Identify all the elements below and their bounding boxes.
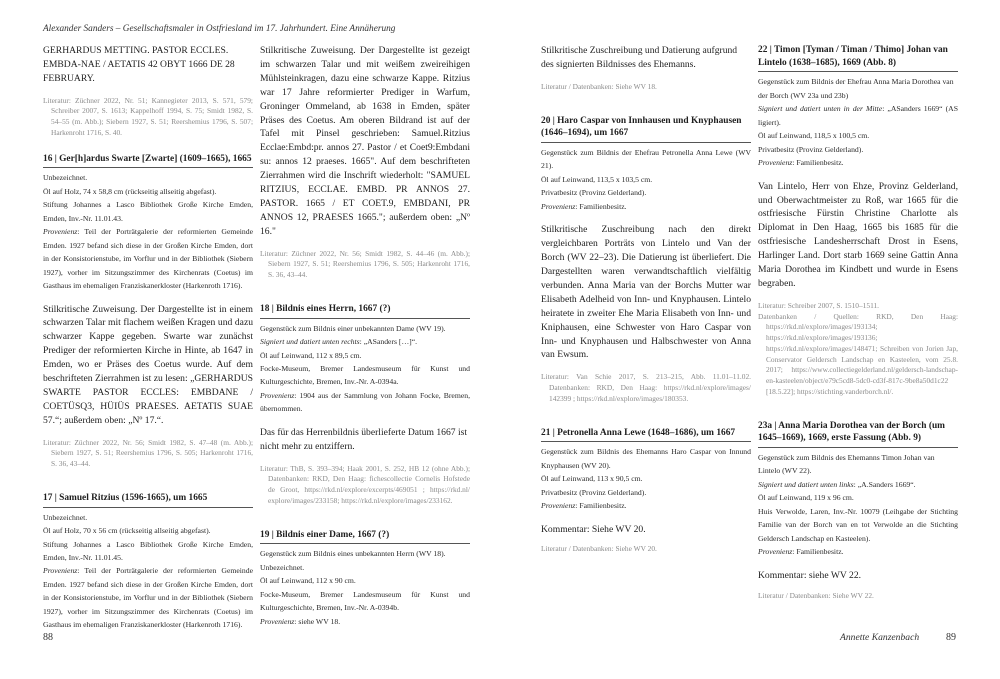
provenance-text: : Familienbesitz. xyxy=(575,201,627,211)
entry-details-22 xyxy=(758,75,958,169)
entry-signature xyxy=(758,478,958,491)
entry-signature xyxy=(758,102,958,129)
signature-label: Signiert und datiert unten in der Mitte xyxy=(758,104,883,114)
provenance-text: : Familienbesitz. xyxy=(575,501,627,511)
signature-label: Signiert und datiert unten rechts xyxy=(260,337,360,347)
literature-note: Literatur: Schreiber 2007, S. 1510–1511. xyxy=(758,300,880,310)
entry-title-23a: 23a | Anna Maria Dorothea van der Borch (um 1645–1669), 1669, erste Fassung (Abb. 9) xyxy=(758,420,958,448)
entry-title-16: 16 | Ger[h]ardus Swarte [Zwarte] (1609–1665), 1665 xyxy=(43,153,253,169)
entry-line: Öl auf Leinwand, 113 x 90,5 cm. xyxy=(541,474,643,484)
provenance-label: Provenienz xyxy=(758,158,793,168)
entry-provenance xyxy=(758,545,958,558)
entry-line: Unbezeichnet. xyxy=(43,512,88,522)
entry-details-17 xyxy=(43,511,253,632)
entry-line: Öl auf Leinwand, 112 x 90 cm. xyxy=(260,576,356,586)
literature-note: Literatur / Datenbanken: Siehe WV 20. xyxy=(541,544,657,554)
right-page-column-2 xyxy=(758,44,958,611)
entry-line: Focke-Museum, Bremer Landesmuseum für Kunst und Kulturgeschichte, Bremen, Inv.-Nr. A-0394a. xyxy=(260,363,470,387)
commentary-text: Stilkritische Zuschreibung nach den direkt vergleichbaren Porträts von Lintelo und Van der Borch (WV 22–23). Die Datierung ist überliefert. Die Dargestellten waren verwandtschaftlich vielfältig verbunden. Anna Maria van der Borchs Mutter war Elisabeth Adelheid von Inn- und Knyphausen. Lintelo heiratete in zweiter Ehe Maria Elisabeth von Inn- und Kniphausen, eine Schwester von Haro Caspar von Inn- und Knyphausen und Halbschwester von Anna van Ewsum. xyxy=(541,224,751,361)
commentary-text: Stilkritische Zuweisung. Der Dargestellte ist gezeigt im schwarzen Talar und mit weißem zweireihigen Mühlsteinkragen, dazu eine schwarze Kappe. Ritzius war 17 Jahre reformierter Prediger in Warfum, Groninger Ommeland, ab 1638 in Emden, später Präses des Coetus. Am oberen Bildrand ist auf der Tafel mit Pinsel geschrieben: Samuel.Ritzius Ecclae:Embd:pr. annos 27. Pastor / et Coet9:Embdani su: annos 12 praeses. 1665". Auf dem beschrifteten Zierrahmen wird die Inschrift wiederholt: "SAMUEL RITZIUS, ECCLAE. EMBD. PR ANNOS 27. PASTOR. 1665 / ET COET.9, EMBDANI, PR ANNOS 12, PRAESES 1665."; außerdem oben: „Nº 16." xyxy=(260,45,470,237)
entry-line: Öl auf Leinwand, 119 x 96 cm. xyxy=(758,493,854,503)
entry-title-22: 22 | Timon [Tyman / Timan / Thimo] Johan van Lintelo (1638–1685), 1669 (Abb. 8) xyxy=(758,44,958,72)
entry-line: Gegenstück zum Bildnis eines unbekannten Herrn (WV 18). xyxy=(260,549,446,559)
entry-provenance xyxy=(260,615,470,628)
entry-line: Gegenstück zum Bildnis einer unbekannten Dame (WV 19). xyxy=(260,323,446,333)
entry-title-21: 21 | Petronella Anna Lewe (1648–1686), um 1667 xyxy=(541,427,751,443)
left-page-column-2 xyxy=(260,44,470,638)
entry-title-18: 18 | Bildnis eines Herrn, 1667 (?) xyxy=(260,303,470,319)
entry-line: Öl auf Holz, 74 x 58,8 cm (rückseitig allseitig abgefast). xyxy=(43,186,217,196)
entry-details-23a xyxy=(758,451,958,559)
entry-details-20 xyxy=(541,146,751,213)
provenance-text: : Teil der Porträtgalerie der reformierten Gemeinde Emden. 1927 befand sich diese in der Großen Kirche Emden, dort in der Konsistorienstube, im Vorflur und in der Bibliothek (Siebern 1927), vorher im Sitzungszimmer des Kirchenrats (Coetus) im Gasthaus im ehemaligen Franziskanerkloster (Harkenroth 1716). xyxy=(43,566,253,630)
literature-note: Literatur / Datenbanken: Siehe WV 22. xyxy=(758,590,874,600)
provenance-text: : Teil der Porträtgalerie der reformierten Gemeinde Emden. 1927 befand sich diese in der Großen Kirche Emden, dort in der Konsistorienstube, im Vorflur und in der Bibliothek (Siebern 1927), vorher im Sitzungszimmer des Kirchenrats (Coetus) im Gasthaus im ehemaligen Franziskanerkloster (Harkenroth 1716). xyxy=(43,227,253,291)
commentary-text: Stilkritische Zuschreibung und Datierung aufgrund des signierten Bildnisses des Ehemanns. xyxy=(541,45,738,70)
entry-line: Huis Verwolde, Laren, Inv.-Nr. 10079 (Leihgabe der Stichting Familie van der Borch van en tot Verwolde an die Stichting Geldersch Landschap en Kasteelen). xyxy=(758,506,958,543)
entry-provenance xyxy=(541,499,751,512)
entry-provenance xyxy=(43,225,253,292)
database-note: Datenbanken / Quellen: RKD, Den Haag: https://rkd.nl/explore/images/193134; https://rkd.nl/explore/images/193136; https://rkd.nl/explore/images/148471; Schreiben von Jorien Jap, Conservator Geldersch Landschap en Kasteelen, vom 25.8. 2017; https://www.collectiegelderland.nl/geldersch-landschap-en-kasteelen/object/e79c5cd8-5dc0-cd3f-817c-9be8a50d1c22 [18.5.22]; https://stichting.vanderborch.nl/. xyxy=(758,311,958,396)
entry-details-19 xyxy=(260,547,470,628)
entry-line: Privatbesitz (Provinz Gelderland). xyxy=(541,188,647,198)
entry-line: Unbezeichnet. xyxy=(260,562,305,572)
literature-note: Literatur: Züchner 2022, Nr. 56; Smidt 1982, S. 47–48 (m. Abb.); Siebern 1927, S. 51; Reershemius 1796, S. 505; Harkenroht 1716, S. 36, 43–44. xyxy=(43,437,253,469)
provenance-label: Provenienz xyxy=(541,201,576,211)
entry-line: Gegenstück zum Bildnis des Ehemanns Timon Johan van Lintelo (WV 22). xyxy=(758,452,935,476)
provenance-label: Provenienz xyxy=(260,616,295,626)
literature-note: Literatur: Züchner 2022, Nr. 51; Kannegieter 2013, S. 571, 579; Schreiber 2007, S. 1613; Kappelhoff 1994, S. 75; Smidt 1982, S. 54–55 (m. Abb.); Siebern 1927, S. 51; Reershemius 1796, S. 507; Harkenroht 1716, S. 40. xyxy=(43,95,253,137)
signature-text: : „ASanders […]“. xyxy=(359,337,418,347)
entry-title-17: 17 | Samuel Ritzius (1596-1665), um 1665 xyxy=(43,492,253,508)
entry-line: Gegenstück zum Bildnis des Ehemanns Haro Caspar von Innund Knyphausen (WV 20). xyxy=(541,447,751,470)
entry-line: Privatbesitz (Provinz Gelderland). xyxy=(541,487,647,497)
commentary-text: Stilkritische Zuweisung. Der Dargestellte ist in einem schwarzen Talar mit flachem weißen Kragen und dazu schwarzer Kappe gegeben. Swarte war zunächst Prediger der reformierten Kirche in Hinte, ab 1647 in Emden, wo er Präses des Coetus wurde. Auf dem beschrifteten Zierrahmen ist zu lesen: „GERHARDUS SWARTE PASTOR ECCLES: EMBDANE / COETÜSQ3, HÜIÜS PRAESES. AETATIS SUAE 57.“; außerdem oben: „Nº 17.“. xyxy=(43,303,253,426)
entry-signature xyxy=(260,335,470,348)
entry-line: Stiftung Johannes a Lasco Bibliothek Große Kirche Emden, Emden, Inv.-Nr. 11.01.45. xyxy=(43,539,253,563)
entry-details-16 xyxy=(43,171,253,292)
entry-details-18 xyxy=(260,322,470,416)
entry-line: Öl auf Leinwand, 118,5 x 100,5 cm. xyxy=(758,131,870,141)
right-page-column-1 xyxy=(541,44,751,565)
literature-note: Literatur: ThB, S. 393–394; Haak 2001, S. 252, HB 12 (ohne Abb.); Datenbanken: RKD, Den Haag: fichescollectie Cornelis Hofstede de Groot, https://rkd.nl/explore/excerpts/469051 ; https://rkd.nl/ explore/images/233158; https://rkd.nl/explore/images/233162. xyxy=(260,463,470,505)
page-number-right: 89 xyxy=(946,632,956,643)
entry-line: Öl auf Leinwand, 113,5 x 103,5 cm. xyxy=(541,174,653,184)
entry-line: Unbezeichnet. xyxy=(43,173,88,183)
inscription-text: GERHARDUS METTING. PASTOR ECCLES. EMBDA-NAE / AETATIS 42 OBYT 1666 DE 28 FEBRUARY. xyxy=(43,45,235,84)
literature-note: Literatur / Datenbanken: Siehe WV 18. xyxy=(541,81,657,91)
entry-line: Stiftung Johannes a Lasco Bibliothek Große Kirche Emden, Emden, Inv.-Nr. 11.01.43. xyxy=(43,200,253,223)
provenance-label: Provenienz xyxy=(43,227,78,237)
commentary-text: Van Lintelo, Herr von Ehze, Provinz Gelderland, und Oberwachtmeister zu Roß, war 1665 für die ostfriesische Fürstin Christine Charlotte als Diplomat in Den Haag, 1665 bis 1685 für die ostfriesische Landesherrschaft Drost in Esens, Harlinger Land. Dort starb 1669 seine Gattin Anna Maria Dorothea im Kindbett und wurde in Esens begraben. xyxy=(758,180,958,289)
entry-provenance xyxy=(541,200,751,213)
provenance-text: : 1904 aus der Sammlung von Johann Focke, Bremen, übernommen. xyxy=(260,390,470,414)
author-name: Annette Kanzenbach xyxy=(840,632,920,643)
signature-text: : „A.Sanders 1669“. xyxy=(853,479,916,489)
running-head: Alexander Sanders – Gesellschaftsmaler in Ostfriesland im 17. Jahrhundert. Eine Annäherung xyxy=(43,24,396,34)
entry-provenance xyxy=(43,564,253,631)
signature-text: : „ASanders 1669“ (AS ligiert). xyxy=(758,104,958,127)
entry-title-20: 20 | Haro Caspar von Innhausen und Knyphausen (1646–1694), um 1667 xyxy=(541,115,751,143)
provenance-label: Provenienz xyxy=(43,566,78,576)
entry-provenance xyxy=(758,156,958,169)
commentary-text: Kommentar: Siehe WV 20. xyxy=(541,523,646,535)
provenance-text: : siehe WV 18. xyxy=(294,616,341,626)
provenance-text: : Familienbesitz. xyxy=(792,158,844,168)
entry-details-21 xyxy=(541,445,751,512)
commentary-text: Kommentar: siehe WV 22. xyxy=(758,569,862,581)
provenance-label: Provenienz xyxy=(260,390,295,400)
literature-note: Literatur: Züchner 2022, Nr. 56; Smidt 1982, S. 44–46 (m. Abb.); Siebern 1927, S. 51; Reershemius 1796, S. 505; Harkenroht 1716, S. 36, 43–44. xyxy=(260,248,470,280)
entry-line: Gegenstück zum Bildnis der Ehefrau Anna Maria Dorothea van der Borch (WV 23a und 23b) xyxy=(758,77,954,100)
entry-line: Öl auf Holz, 70 x 56 cm (rückseitig allseitig abgefast). xyxy=(43,526,211,536)
entry-line: Gegenstück zum Bildnis der Ehefrau Petronella Anna Lewe (WV 21). xyxy=(541,147,751,171)
signature-label: Signiert und datiert unten links xyxy=(758,479,854,489)
provenance-text: : Familienbesitz. xyxy=(792,547,844,557)
provenance-label: Provenienz xyxy=(541,501,576,511)
entry-title-19: 19 | Bildnis einer Dame, 1667 (?) xyxy=(260,529,470,545)
left-page-column-1 xyxy=(43,44,253,642)
entry-line: Öl auf Leinwand, 112 x 89,5 cm. xyxy=(260,350,362,360)
commentary-text: Das für das Herrenbildnis überlieferte Datum 1667 ist nicht mehr zu entziffern. xyxy=(260,426,468,452)
literature-note: Literatur: Van Schie 2017, S. 213–215, Abb. 11.01–11.02. Datenbanken: RKD, Den Haag: https://rkd.nl/explore/images/ 142399 ; https://rkd.nl/explore/images/180353. xyxy=(541,372,751,403)
entry-provenance xyxy=(260,389,470,416)
entry-line: Privatbesitz (Provinz Gelderland). xyxy=(758,144,864,154)
provenance-label: Provenienz xyxy=(758,547,793,557)
page-number-left: 88 xyxy=(43,632,53,643)
entry-line: Focke-Museum, Bremer Landesmuseum für Kunst und Kulturgeschichte, Bremen, Inv.-Nr. A-0394b. xyxy=(260,589,470,613)
